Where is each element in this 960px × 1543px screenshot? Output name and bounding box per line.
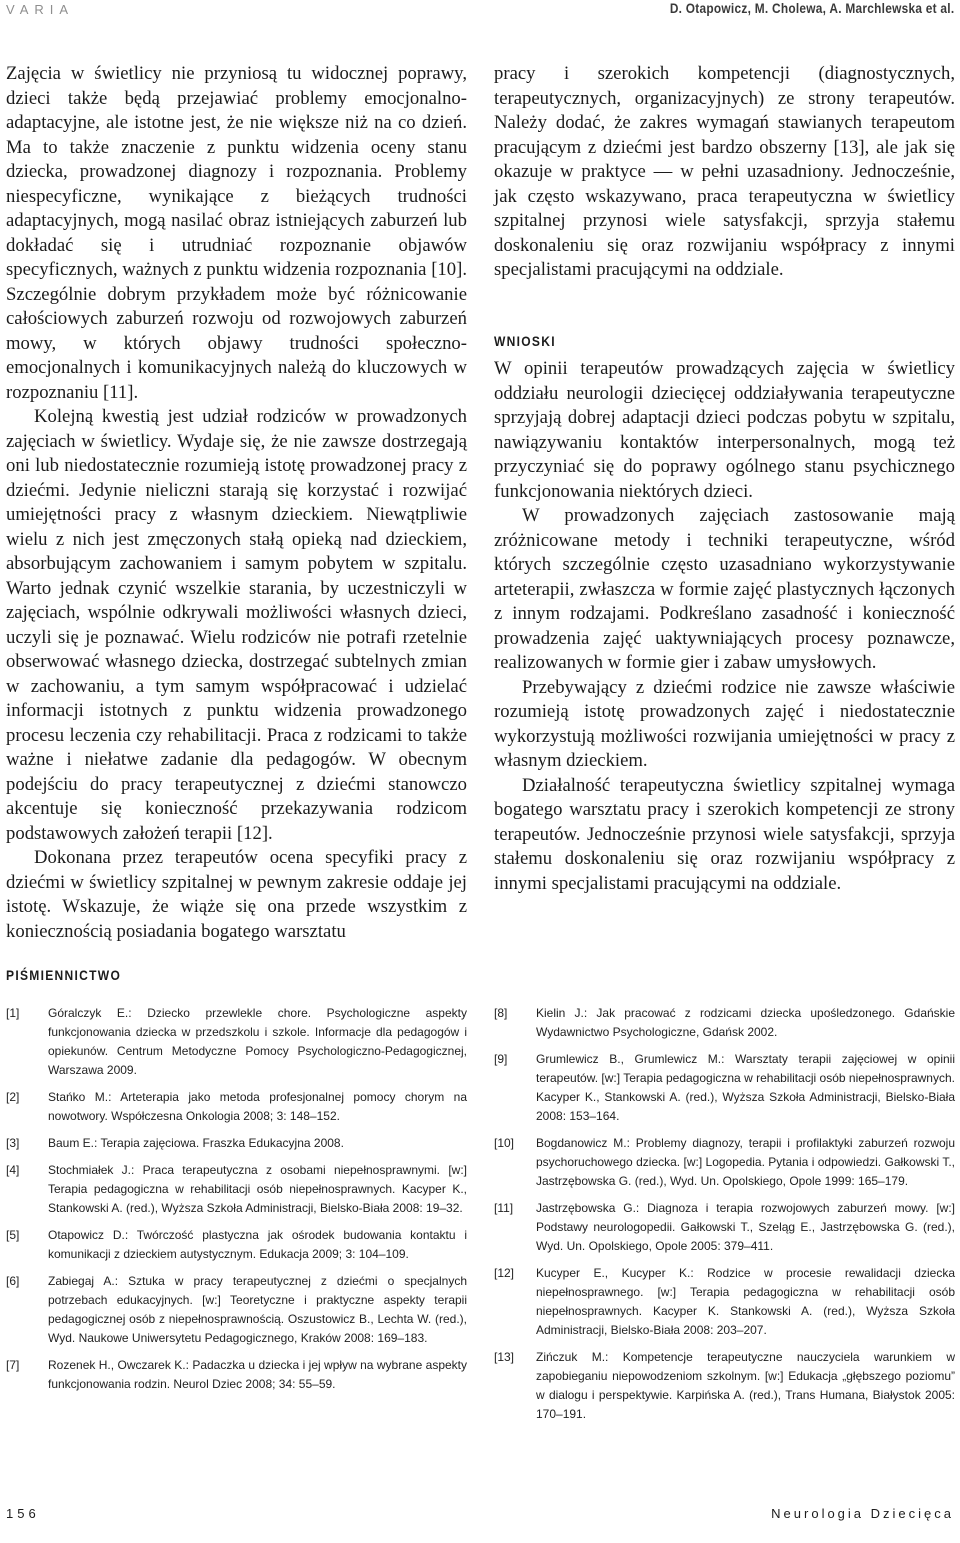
body-paragraph: Dokonana przez terapeutów ocena specyfiki pracy z dziećmi w świetlicy szpitalnej w pewnym zakresie oddaje jej istotę. Wskazuje, że wiąże się ona przede wszystkim z koniecznością posiadania bogatego warsztatu <box>6 847 467 942</box>
reference-text: Stochmiałek J.: Praca terapeutyczna z osobami niepełnosprawnymi. [w:] Terapia pedagogiczna w rehabilitacji osób niepełnosprawnych. Kacyper K., Stankowski A. (red.), Wyższa Szkoła Administracji, Bielsko-Biała 2008: 19–32. <box>48 1163 467 1215</box>
reference-number: [11] <box>494 1201 514 1215</box>
header-authors: D. Otapowicz, M. Cholewa, A. Marchlewska et al. <box>669 1 954 16</box>
reference-item <box>6 1226 467 1264</box>
reference-item <box>6 1134 467 1153</box>
reference-item <box>494 1004 955 1042</box>
reference-number: [13] <box>494 1350 515 1364</box>
reference-number: [3] <box>6 1136 20 1150</box>
reference-text: Jastrzębowska G.: Diagnoza i terapia rozwojowych zaburzeń mowy. [w:] Podstawy neurologopedii. Gałkowski T., Szeląg E., Jastrzębowska G. (red.), Wyd. Un. Opolskiego, Opole 2005: 379–411. <box>536 1201 955 1253</box>
reference-text: Góralczyk E.: Dziecko przewlekle chore. Psychologiczne aspekty funkcjonowania dziecka w przedszkolu i szkole. Informacje dla pedagogów i opiekunów. Centrum Metodyczne Pomocy Psychologiczno-Pedagogicznej, Warszawa 2009. <box>48 1006 467 1077</box>
body-paragraph: Kolejną kwestią jest udział rodziców w prowadzonych zajęciach w świetlicy. Wydaje się, że nie zawsze dostrzegają oni lub niedostatecznie rozumieją istotę prowadzonej pracy z dziećmi. Jedynie nieliczni starają się korzystać i rozwijać umiejętności pracy z własnym dzieckiem. Niewątpliwie wielu z nich jest zmęczonych stałą opieką nad dzieckiem, absorbującym zachowaniem i samym pobytem w szpitalu. Warto jednak czynić wszelkie starania, by uczestniczyli w zajęciach, wspólnie odkrywali możliwości własnych dzieci, uczyli się je poznawać. Wielu rodziców nie potrafi rzetelnie obserwować własnego dziecka, dostrzegać subtelnych zmian w zachowaniu, a tym samym współpracować i udzielać informacji istotnych z punktu widzenia prowadzonego procesu leczenia czy rehabilitacji. Praca z rodzicami to także ważne i niełatwe zadanie dla pedagogów. W obecnym podejściu do pracy terapeutycznej z dziećmi stanowczo akcentuje się konieczność przekazywania rodzicom podstawowych założeń terapii [12]. <box>6 406 467 844</box>
reference-text: Kucyper E., Kucyper K.: Rodzice w procesie rewalidacji dziecka niepełnosprawnego. [w:] Terapia pedagogiczna w rehabilitacji osób niepełnosprawnych. Kacyper K. Stankowski A. (red.), Wyższa Szkoła Administracji, Bielsko-Biała 2008: 203–207. <box>536 1266 955 1337</box>
conclusions-heading: WNIOSKI <box>494 332 556 349</box>
reference-text: Zabiegaj A.: Sztuka w pracy terapeutycznej z dziećmi o specjalnych potrzebach edukacyjnych. [w:] Teoretyczne i praktyczne aspekty terapii pedagogicznej osób z niepełnosprawnością. Oszustowicz B., Lechta W. (red.), Wyd. Naukowe Uniwersytetu Pedagogicznego, Kraków 2008: 169–183. <box>48 1274 467 1345</box>
references-right-list <box>494 1004 955 1432</box>
running-header <box>6 0 954 22</box>
reference-text: Kielin J.: Jak pracować z rodzicami dziecka upośledzonego. Gdańskie Wydawnictwo Psychologiczne, Gdańsk 2002. <box>536 1006 955 1039</box>
conclusion-paragraph: W prowadzonych zajęciach zastosowanie mają zróżnicowane metody i techniki terapeutyczne, wśród których szczególnie często uzasadniano wykorzystywanie arteterapii, zwłaszcza w formie zajęć plastycznych łączonych z innym rodzajami. Podkreślano zasadność i konieczność prowadzenia zajęć uaktywniających procesy poznawcze, realizowanych w formie gier i zabaw umysłowych. <box>494 505 955 673</box>
reference-item <box>6 1161 467 1218</box>
reference-text: Otapowicz D.: Twórczość plastyczna jak ośrodek budowania kontaktu i komunikacji z dzieckiem autystycznym. Edukacja 2009; 3: 104–109. <box>48 1228 467 1261</box>
right-column <box>494 62 955 896</box>
page-number: 156 <box>6 1506 40 1521</box>
reference-number: [4] <box>6 1163 20 1177</box>
conclusion-paragraph: W opinii terapeutów prowadzących zajęcia w świetlicy oddziału neurologii dziecięcej oddziaływania terapeutyczne sprzyjają dobrej adaptacji dzieci podczas pobytu w szpitalu, nawiązywaniu kontaktów interpersonalnych, mogą też przyczyniać się do poprawy ogólnego stanu psychicznego funkcjonowania niektórych dzieci. <box>494 358 955 502</box>
reference-item <box>6 1272 467 1348</box>
reference-number: [2] <box>6 1090 20 1104</box>
reference-item <box>6 1004 467 1080</box>
reference-number: [1] <box>6 1006 20 1020</box>
reference-item <box>494 1050 955 1126</box>
page-footer <box>6 1506 954 1530</box>
left-column <box>6 62 467 944</box>
body-paragraph-continued: pracy i szerokich kompetencji (diagnostycznych, terapeutycznych, organizacyjnych) ze strony terapeutów. Należy dodać, że zakres wymagań stawianych terapeutom pracującym z dziećmi jest bardzo obszerny [13], ale jak się okazuje w praktyce — w pełni uzasadniony. Jednocześnie, jak często wskazywano, praca terapeutyczna w świetlicy szpitalnej przynosi wiele satysfakcji, sprzyja stałemu doskonaleniu się oraz rozwijaniu współpracy z innymi specjalistami pracującymi na oddziale. <box>494 63 955 280</box>
reference-item <box>494 1348 955 1424</box>
reference-item <box>494 1134 955 1191</box>
reference-text: Baum E.: Terapia zajęciowa. Fraszka Edukacyjna 2008. <box>48 1136 344 1150</box>
reference-number: [12] <box>494 1266 515 1280</box>
journal-name: Neurologia Dziecięca <box>771 1506 954 1521</box>
body-paragraph: Zajęcia w świetlicy nie przyniosą tu widocznej poprawy, dzieci także będą przejawiać problemy emocjonalno-adaptacyjne, ale istotne jest, że nie większe niż na co dzień. Ma to także znaczenie z punktu widzenia oceny stanu dziecka, prowadzonej diagnozy i rozpoznania. Problemy niespecyficzne, wynikające z bieżących trudności adaptacyjnych, mogą nasilać obraz istniejących zaburzeń lub dokładać się i utrudniać rozpoznanie objawów specyficznych, ważnych z punktu widzenia rozpoznania [10]. Szczególnie dobrym przykładem może być różnicowanie całościowych zaburzeń rozwoju od rozwojowych zaburzeń mowy, w których objawy trudności społeczno-emocjonalnych i komunikacyjnych należą do kluczowych w rozpoznaniu [11]. <box>6 63 467 403</box>
conclusion-paragraph: Działalność terapeutyczna świetlicy szpitalnej wymaga bogatego warsztatu pracy i szerokich kompetencji ze strony terapeutów. Jednocześnie przynosi wiele satysfakcji, sprzyja stałemu doskonaleniu się oraz rozwijaniu współpracy z innymi specjalistami pracującymi na oddziale. <box>494 774 955 894</box>
reference-number: [5] <box>6 1228 20 1242</box>
references-left-list <box>6 1004 467 1402</box>
reference-item <box>494 1199 955 1256</box>
reference-text: Zińczuk M.: Kompetencje terapeutyczne nauczyciela warunkiem w zapobieganiu niepowodzeniom szkolnym. [w:] Edukacja „głębszego poziomu” w dialogu i perspektywie. Karpińska A. (red.), Trans Humana, Białystok 2005: 170–191. <box>536 1350 955 1421</box>
reference-text: Stańko M.: Arteterapia jako metoda profesjonalnej pomocy chorym na nowotwory. Współczesna Onkologia 2008; 3: 148–152. <box>48 1090 467 1123</box>
conclusion-paragraph: Przebywający z dziećmi rodzice nie zawsze właściwie rozumieją istotę prowadzonych zajęć i niedostatecznie wykorzystują możliwości rozwijania umiejętności w pracy z własnym dzieckiem. <box>494 676 955 771</box>
reference-item <box>6 1088 467 1126</box>
reference-text: Bogdanowicz M.: Problemy diagnozy, terapii i profilaktyki zaburzeń rozwoju psychoruchowego dziecka. [w:] Logopedia. Pytania i odpowiedzi. Gałkowski T., Jastrzębowska G. (red.), Wyd. Un. Opolskiego, Opole 1999: 165–179. <box>536 1136 955 1188</box>
reference-number: [7] <box>6 1358 20 1372</box>
reference-number: [9] <box>494 1052 508 1066</box>
reference-item <box>494 1264 955 1340</box>
reference-number: [6] <box>6 1274 20 1288</box>
reference-text: Grumlewicz B., Grumlewicz M.: Warsztaty terapii zajęciowej w opinii terapeutów. [w:] Terapia pedagogiczna w rehabilitacji osób niepełnosprawnych. Kacyper K., Stankowski A. (red.), Wyższa Szkoła Administracji, Bielsko-Biała 2008: 153–164. <box>536 1052 955 1123</box>
section-label: VARIA <box>6 2 75 17</box>
references-heading: PIŚMIENNICTWO <box>6 967 122 983</box>
reference-number: [10] <box>494 1136 515 1150</box>
reference-item <box>6 1356 467 1394</box>
reference-number: [8] <box>494 1006 508 1020</box>
reference-text: Rozenek H., Owczarek K.: Padaczka u dziecka i jej wpływ na wybrane aspekty funkcjonowania rodzin. Neurol Dziec 2008; 34: 55–59. <box>48 1358 467 1391</box>
